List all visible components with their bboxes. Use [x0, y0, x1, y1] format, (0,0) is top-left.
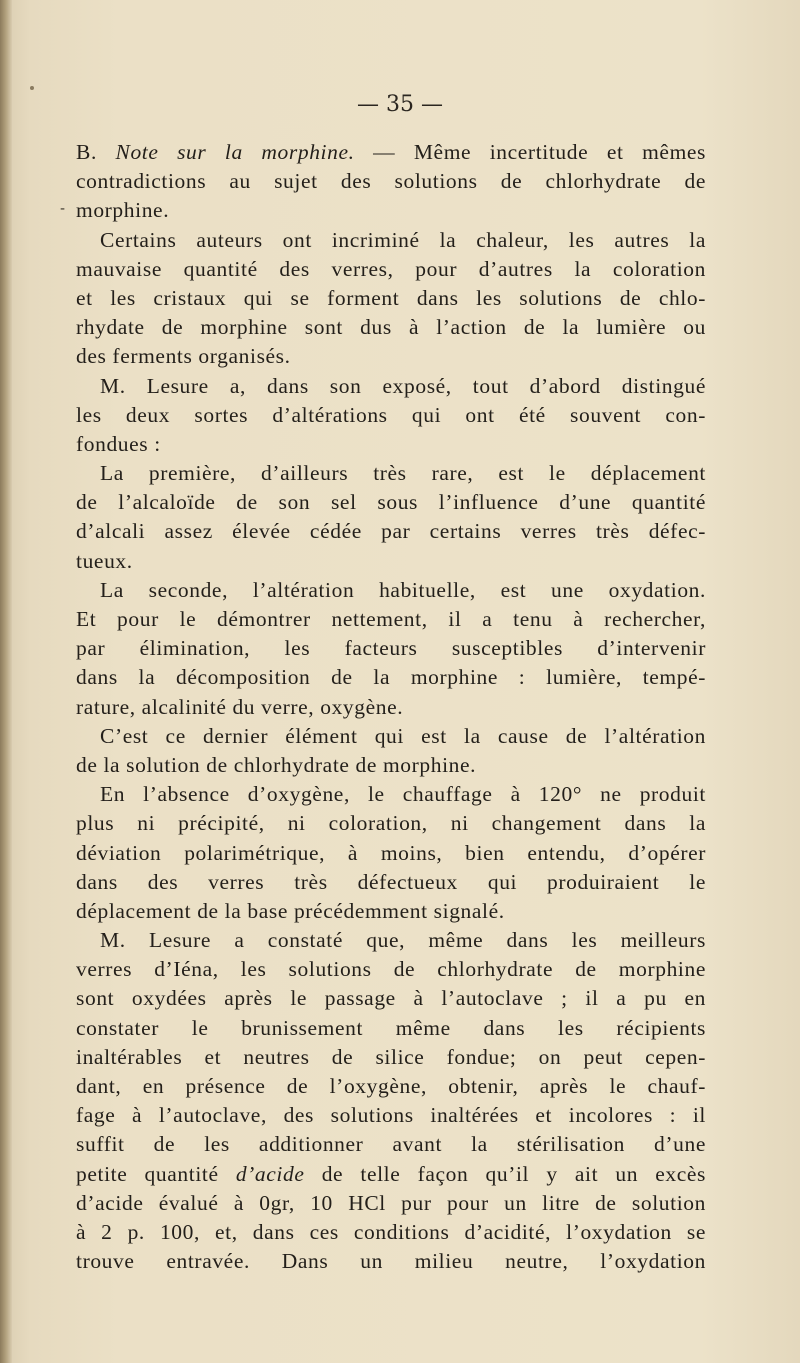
text-line: mauvaise quantité des verres, pour d’autres la coloration [76, 256, 706, 281]
text-line: suffit de les additionner avant la stérilisation d’une [76, 1132, 706, 1157]
text-line: à 2 p. 100, et, dans ces conditions d’acidité, l’oxydation se [76, 1219, 706, 1244]
book-spine-shadow [0, 0, 12, 1363]
heading-rest: — Même incertitude et mêmes [373, 140, 706, 164]
text-line: M. Lesure a, dans son exposé, tout d’abord distingué [100, 373, 706, 398]
text-line: déviation polarimétrique, à moins, bien entendu, d’opérer [76, 840, 706, 865]
section-label: B. [76, 140, 97, 164]
text-line: La seconde, l’altération habituelle, est une oxydation. [100, 577, 706, 602]
text-line: et les cristaux qui se forment dans les solutions de chlo- [76, 285, 706, 310]
text-line: rhydate de morphine sont dus à l’action de la lumière ou [76, 315, 706, 340]
text-line-acide [76, 1160, 706, 1189]
section-title: Note sur la morphine. [115, 140, 355, 164]
margin-mark: - [60, 201, 66, 217]
text-line: verres d’Iéna, les solutions de chlorhydrate de morphine [76, 957, 706, 982]
text-line: La première, d’ailleurs très rare, est le déplacement [100, 461, 706, 486]
text-line: de l’alcaloïde de son sel sous l’influence d’une quantité [76, 490, 706, 515]
text-line: Certains auteurs ont incriminé la chaleur, les autres la [100, 227, 706, 252]
acide-italic: d’acide [235, 1161, 305, 1186]
text-line: fage à l’autoclave, des solutions inaltérées et incolores : il [76, 1103, 706, 1128]
acide-before: petite quantité [76, 1161, 219, 1186]
text-line: des ferments organisés. [76, 344, 291, 369]
text-line: déplacement de la base précédemment signalé. [76, 898, 505, 923]
text-line: C’est ce dernier élément qui est la cause de l’altération [100, 723, 706, 748]
text-line: En l’absence d’oxygène, le chauffage à 120° ne produit [100, 782, 706, 807]
text-line: morphine. [76, 198, 170, 223]
text-line: les deux sortes d’altérations qui ont été souvent con- [76, 402, 706, 427]
body-text [76, 138, 706, 1276]
text-line: tueux. [76, 548, 133, 573]
text-line: plus ni précipité, ni coloration, ni changement dans la [76, 811, 706, 836]
text-line: sont oxydées après le passage à l’autoclave ; il a pu en [76, 986, 706, 1011]
text-line: d’acide évalué à 0gr, 10 HCl pur pour un litre de solution [76, 1190, 706, 1215]
text-line: inaltérables et neutres de silice fondue; on peut cepen- [76, 1044, 706, 1069]
text-line: d’alcali assez élevée cédée par certains verres très défec- [76, 519, 706, 544]
text-line: Et pour le démontrer nettement, il a tenu à rechercher, [76, 607, 706, 631]
text-line: dans des verres très défectueux qui produiraient le [76, 869, 706, 894]
text-line: constater le brunissement même dans les récipients [76, 1015, 706, 1040]
text-line: contradictions au sujet des solutions de chlorhydrate de [76, 169, 706, 194]
text-line: fondues : [76, 431, 161, 456]
text-line: de la solution de chlorhydrate de morphine. [76, 752, 477, 777]
text-line: rature, alcalinité du verre, oxygène. [76, 694, 404, 719]
paper-speck [30, 86, 34, 90]
text-line: trouve entravée. Dans un milieu neutre, l’oxydation [76, 1249, 706, 1274]
heading-line [76, 138, 706, 167]
page-number: — 35 — [357, 92, 443, 117]
acide-after: de telle façon qu’il y ait un excès [321, 1161, 706, 1186]
text-line: M. Lesure a constaté que, même dans les meilleurs [100, 928, 706, 953]
text-line: dant, en présence de l’oxygène, obtenir, après le chauf- [76, 1074, 706, 1098]
text-line: dans la décomposition de la morphine : lumière, tempé- [76, 665, 706, 690]
text-line: par élimination, les facteurs susceptibles d’intervenir [76, 636, 706, 661]
